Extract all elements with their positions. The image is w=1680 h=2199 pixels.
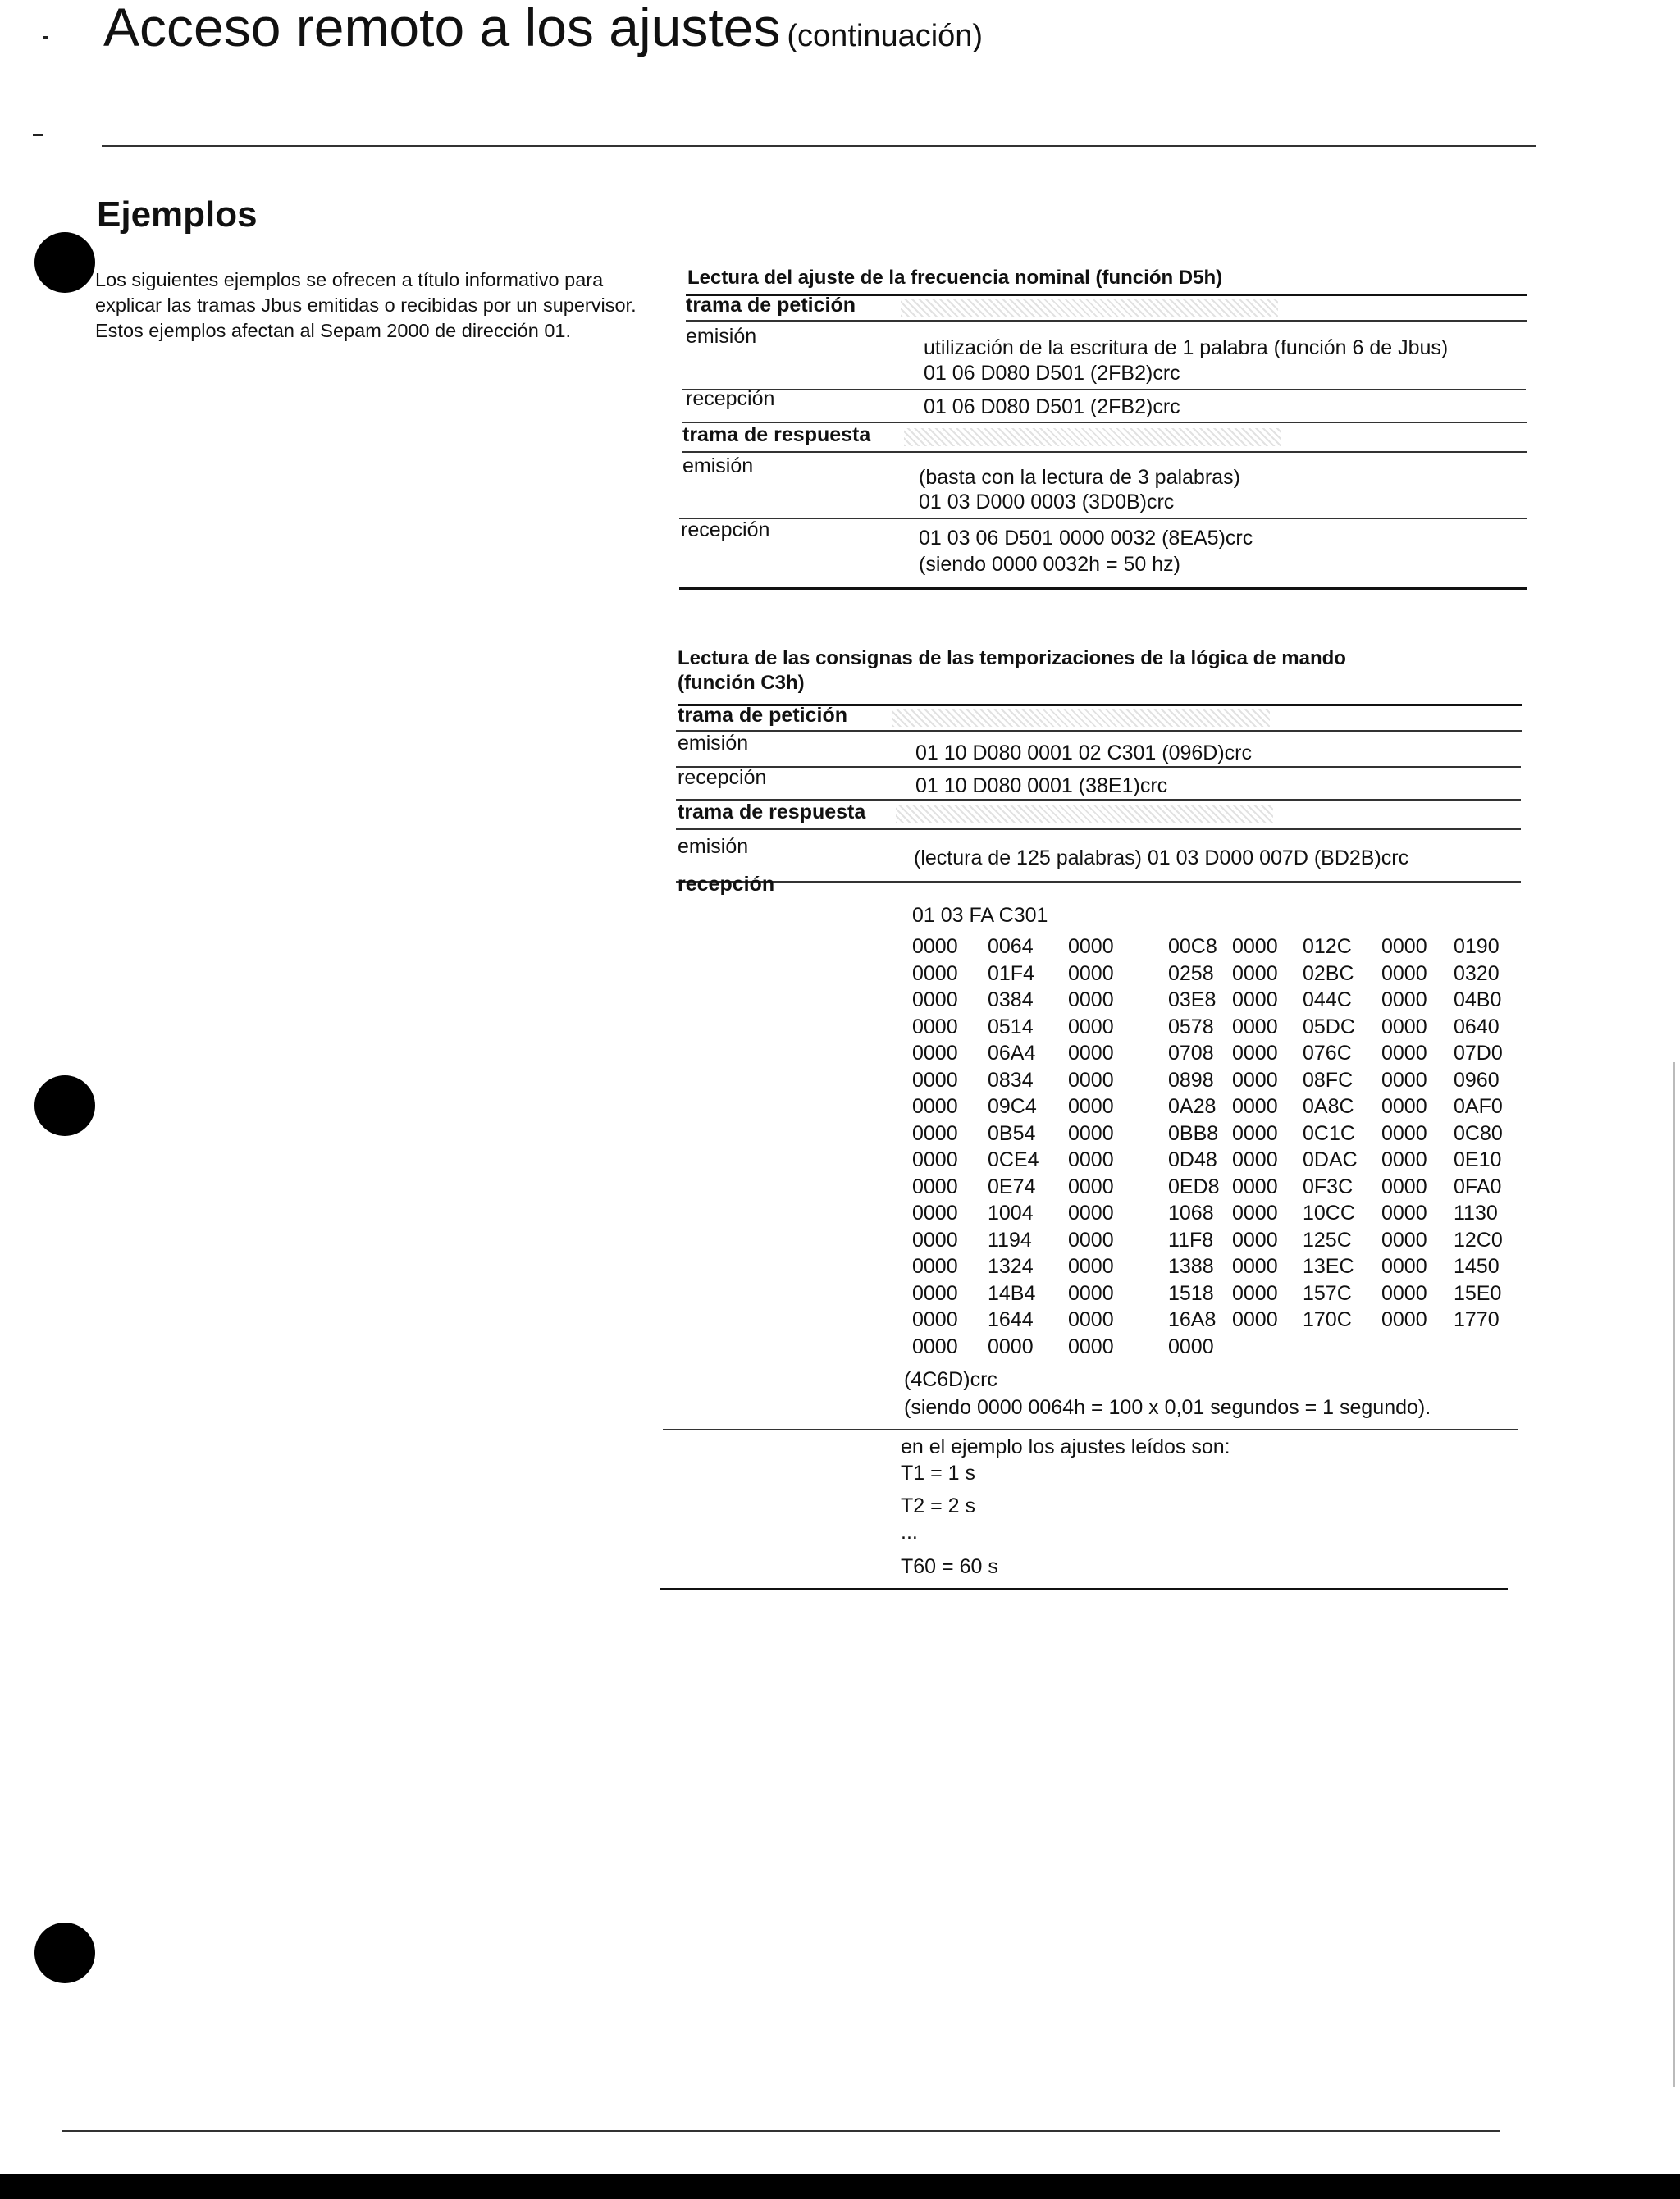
hex-word: 0000 [1232,1175,1278,1198]
hex-word: 0C1C [1303,1121,1355,1145]
table-rule [682,451,1527,453]
hex-word: 0384 [988,988,1034,1011]
hex-word: 0000 [1381,988,1427,1011]
row-label: emisión [678,732,749,755]
row-value: 01 10 D080 0001 (38E1)crc [915,774,1168,797]
hex-word: 0000 [1232,1042,1278,1065]
hex-word: 0000 [1232,1202,1278,1225]
hex-word: 0190 [1454,935,1500,958]
hex-word: 0F3C [1303,1175,1354,1198]
hex-word: 0640 [1454,1015,1500,1038]
table-rule [679,518,1527,519]
row-label: recepción [678,873,775,896]
hex-word: 0000 [988,1334,1034,1358]
hex-word: 0000 [1068,935,1114,958]
hex-word: 1194 [988,1228,1032,1252]
punch-hole [34,1075,95,1136]
margin-mark [33,134,43,136]
table-rule [682,389,1526,390]
header-divider [102,145,1536,147]
hex-word: 044C [1303,988,1352,1011]
hex-word: 0000 [1232,1281,1278,1305]
result-t2: T2 = 2 s [901,1494,976,1517]
hex-word: 0000 [1381,1308,1427,1331]
hex-word: 0000 [1232,1121,1278,1145]
hex-word: 03E8 [1168,988,1217,1011]
hex-word: 0000 [1232,1228,1278,1252]
section-heading: Ejemplos [97,194,258,235]
hex-word: 00C8 [1168,935,1217,958]
row-value: utilización de la escritura de 1 palabra (función 6 de Jbus) [924,336,1449,359]
hex-word: 0000 [1068,1015,1114,1038]
page-subtitle: (continuación) [787,19,984,53]
table-rule [663,1429,1518,1430]
hex-word: 04B0 [1454,988,1502,1011]
hex-word: 0064 [988,935,1034,958]
hex-word: 1324 [988,1255,1034,1278]
hex-word: 0000 [1068,1121,1114,1145]
hex-word: 0000 [912,1202,958,1225]
hex-word: 0AF0 [1454,1095,1503,1118]
row-label: recepción [681,518,770,541]
hex-word: 0000 [912,1334,958,1358]
hex-word: 0000 [912,1308,958,1331]
row-value: (basta con la lectura de 3 palabras) [919,466,1240,489]
hex-word: 0000 [1068,1334,1114,1358]
response-label: trama de respuesta [678,801,866,823]
hex-word: 0D48 [1168,1148,1217,1171]
table-rule [676,828,1521,830]
hex-word: 0CE4 [988,1148,1039,1171]
hex-word: 0ED8 [1168,1175,1220,1198]
hex-word: 0000 [1232,988,1278,1011]
row-label: emisión [686,325,757,348]
hex-word: 0000 [1381,1228,1427,1252]
hex-word: 0258 [1168,961,1214,985]
hex-word: 0000 [1381,1202,1427,1225]
hex-crc: (4C6D)crc [904,1368,998,1391]
page-title-text: Acceso remoto a los ajustes [103,0,781,57]
hex-word: 0000 [1381,1042,1427,1065]
hex-word: 01F4 [988,961,1034,985]
hex-word: 0A28 [1168,1095,1217,1118]
row-value: 01 03 06 D501 0000 0032 (8EA5)crc [919,527,1253,550]
hex-word: 07D0 [1454,1042,1503,1065]
row-value: 01 10 D080 0001 02 C301 (096D)crc [915,741,1252,764]
hex-header: 01 03 FA C301 [912,904,1048,927]
scan-border [0,2174,1680,2199]
hex-word: 0960 [1454,1068,1500,1092]
table-rule [676,730,1522,732]
hex-word: 0000 [1068,961,1114,985]
punch-hole [34,232,95,293]
hex-word: 1770 [1454,1308,1500,1331]
margin-mark [43,36,48,39]
hex-word: 0000 [1381,1121,1427,1145]
hex-word: 0000 [1232,1068,1278,1092]
hex-word: 076C [1303,1042,1352,1065]
hex-word: 0000 [1232,1255,1278,1278]
hex-word: 0A8C [1303,1095,1354,1118]
hex-word: 0000 [912,1068,958,1092]
hex-word: 06A4 [988,1042,1036,1065]
hex-word: 0000 [1232,1015,1278,1038]
hex-word: 0708 [1168,1042,1214,1065]
hex-word: 0000 [912,1281,958,1305]
shading [901,299,1278,317]
page-title [103,0,984,57]
hex-word: 0DAC [1303,1148,1358,1171]
hex-word: 0000 [1068,1281,1114,1305]
hex-word: 0000 [912,1255,958,1278]
hex-word: 0000 [1068,1095,1114,1118]
hex-word: 0000 [1232,935,1278,958]
intro-paragraph: Los siguientes ejemplos se ofrecen a título informativo para explicar las tramas Jbus emitidas o recibidas por un supervisor. Estos ejemplos afectan al Sepam 2000 de dirección 01. [95,269,637,341]
hex-word: 0000 [1381,1148,1427,1171]
hex-word: 0000 [1381,935,1427,958]
hex-word: 0000 [912,1121,958,1145]
hex-word: 1004 [988,1202,1034,1225]
shading [904,428,1281,446]
hex-word: 0000 [912,1175,958,1198]
hex-word: 0000 [1068,1228,1114,1252]
result-t60: T60 = 60 s [901,1555,998,1578]
hex-word: 0000 [1168,1334,1214,1358]
hex-word: 0000 [1068,1202,1114,1225]
hex-word: 0000 [1232,1148,1278,1171]
hex-word: 13EC [1303,1255,1354,1278]
hex-word: 0320 [1454,961,1500,985]
row-label: emisión [678,835,749,858]
hex-word: 11F8 [1168,1228,1214,1252]
hex-word: 15E0 [1454,1281,1502,1305]
table-title: (función C3h) [678,672,805,694]
scan-edge [1673,1062,1675,2087]
table-rule [686,320,1527,322]
hex-word: 0000 [912,961,958,985]
hex-word: 0E74 [988,1175,1036,1198]
hex-word: 0C80 [1454,1121,1503,1145]
row-value: (lectura de 125 palabras) 01 03 D000 007D (BD2B)crc [914,846,1409,869]
hex-word: 0000 [912,1015,958,1038]
hex-word: 0000 [1068,1148,1114,1171]
hex-word: 08FC [1303,1068,1354,1092]
hex-word: 0000 [1232,1308,1278,1331]
hex-word: 0514 [988,1015,1034,1038]
hex-word: 0898 [1168,1068,1214,1092]
row-label: recepción [686,387,775,410]
table-rule [676,881,1521,883]
hex-word: 10CC [1303,1202,1355,1225]
hex-word: 0000 [1232,1095,1278,1118]
response-label: trama de respuesta [682,423,871,446]
hex-word: 0000 [1068,1068,1114,1092]
hex-word: 012C [1303,935,1352,958]
hex-word: 0000 [1232,961,1278,985]
row-label: emisión [682,454,754,477]
footer-divider [62,2130,1500,2132]
hex-word: 125C [1303,1228,1352,1252]
request-label: trama de petición [686,294,856,317]
table-title: Lectura de las consignas de las temporizaciones de la lógica de mando [678,647,1346,669]
hex-word: 09C4 [988,1095,1037,1118]
hex-word: 0000 [912,1148,958,1171]
hex-word: 0000 [1068,988,1114,1011]
hex-word: 12C0 [1454,1228,1503,1252]
hex-word: 02BC [1303,961,1354,985]
shading [892,709,1270,727]
hex-word: 1450 [1454,1255,1500,1278]
hex-word: 0000 [1381,1255,1427,1278]
row-label: recepción [678,766,767,789]
hex-word: 0000 [1381,1175,1427,1198]
row-value: (siendo 0000 0032h = 50 hz) [919,553,1180,576]
row-value: 01 03 D000 0003 (3D0B)crc [919,490,1175,513]
hex-word: 1644 [988,1308,1034,1331]
hex-word: 0000 [912,1228,958,1252]
hex-word: 0000 [1068,1308,1114,1331]
result-dots: ... [901,1521,918,1544]
table-frequency [681,266,1527,594]
hex-word: 0834 [988,1068,1034,1092]
hex-word: 0000 [1068,1255,1114,1278]
table-rule [679,587,1527,590]
hex-word: 0000 [912,1042,958,1065]
hex-word: 0578 [1168,1015,1214,1038]
table-rule [660,1588,1508,1590]
table-title: Lectura del ajuste de la frecuencia nominal (función D5h) [687,267,1223,289]
table-rule [676,766,1521,768]
hex-word: 1518 [1168,1281,1214,1305]
hex-word: 0000 [1068,1042,1114,1065]
hex-word: 0000 [1381,1068,1427,1092]
hex-word: 170C [1303,1308,1352,1331]
hex-note: (siendo 0000 0064h = 100 x 0,01 segundos = 1 segundo). [904,1396,1431,1419]
hex-word: 05DC [1303,1015,1355,1038]
hex-word: 0000 [1381,1095,1427,1118]
request-label: trama de petición [678,704,847,727]
hex-word: 0E10 [1454,1148,1502,1171]
shading [896,805,1273,823]
hex-word: 0000 [1381,961,1427,985]
punch-hole [34,1923,95,1983]
hex-word: 0000 [1068,1175,1114,1198]
hex-word: 1388 [1168,1255,1214,1278]
hex-word: 0000 [1381,1281,1427,1305]
hex-word: 0000 [912,1095,958,1118]
hex-word: 0000 [912,935,958,958]
row-value: 01 06 D080 D501 (2FB2)crc [924,362,1180,385]
hex-word: 0000 [1381,1015,1427,1038]
hex-word: 14B4 [988,1281,1036,1305]
hex-word: 16A8 [1168,1308,1217,1331]
hex-word: 1130 [1454,1202,1498,1225]
result-intro: en el ejemplo los ajustes leídos son: [901,1435,1230,1458]
hex-word: 0BB8 [1168,1121,1219,1145]
hex-word: 1068 [1168,1202,1214,1225]
row-value: 01 06 D080 D501 (2FB2)crc [924,395,1180,418]
hex-word: 0FA0 [1454,1175,1502,1198]
hex-word: 157C [1303,1281,1352,1305]
hex-word: 0B54 [988,1121,1036,1145]
result-t1: T1 = 1 s [901,1462,976,1485]
hex-word: 0000 [912,988,958,1011]
